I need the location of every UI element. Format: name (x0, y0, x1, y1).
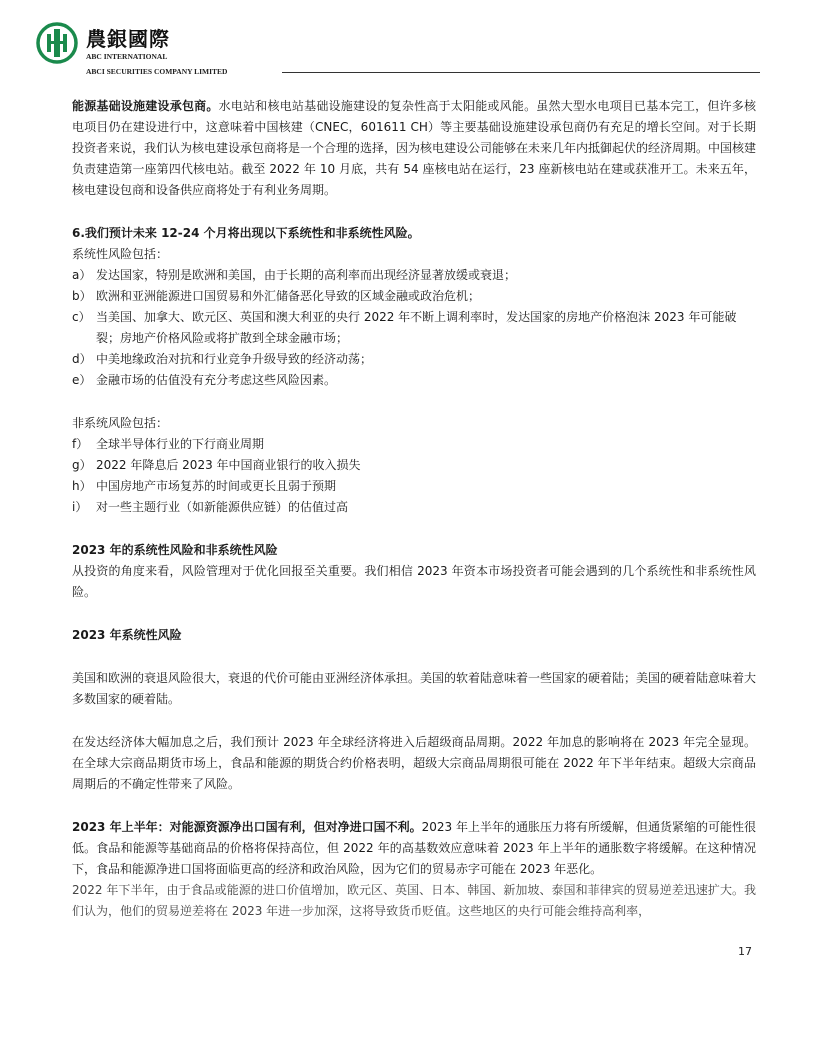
paragraph-2023-risk: 从投资的角度来看，风险管理对于优化回报至关重要。我们相信 2023 年资本市场投资者可能会遇到的几个系统性和非系统性风险。 (72, 564, 756, 599)
list-text: 欧洲和亚洲能源进口国贸易和外汇储备恶化导致的区域金融或政治危机； (96, 289, 481, 303)
list-label: f） (72, 437, 89, 451)
list-text: 中国房地产市场复苏的时间或更长且弱于预期 (96, 479, 337, 493)
section-heading-2023-risk: 2023 年的系统性风险和非系统性风险 (72, 543, 278, 557)
section-heading-2023-systemic: 2023 年系统性风险 (72, 628, 182, 642)
page-number: 17 (738, 945, 752, 958)
list-label: a） (72, 268, 92, 282)
header-divider (282, 72, 760, 73)
list-item (72, 349, 756, 370)
paragraph-first-half-2023 (72, 817, 756, 880)
nonsystemic-risks-intro: 非系统风险包括： (72, 416, 169, 430)
section-heading-risks: 6.我们预计未来 12-24 个月将出现以下系统性和非系统性风险。 (72, 226, 420, 240)
list-label: d） (72, 352, 92, 366)
abc-logo-icon (36, 22, 78, 64)
paragraph-text: 2023 年上半年的通胀压力将有所缓解，但通货紧缩的可能性很低。食品和能源等基础商品的价格将保持高位，但 2022 年的高基数效应意味着 2023 年上半年的通胀数字将缓解。在这种情况下，食品和能源净进口国将面临更高的经济和政治风险，因为它们的贸易赤字可能在 2023 年恶化。 (72, 820, 756, 876)
list-label: e） (72, 373, 92, 387)
paragraph-recession-risk: 美国和欧洲的衰退风险很大，衰退的代价可能由亚洲经济体承担。美国的软着陆意味着一些国家的硬着陆；美国的硬着陆意味着大多数国家的硬着陆。 (72, 671, 757, 706)
paragraph-text: 水电站和核电站基础设施建设的复杂性高于太阳能或风能。虽然大型水电项目已基本完工，但许多核电项目仍在建设进行中，这意味着中国核建（CNEC，601611 CH）等主要基础设施建设承包商仍有充足的增长空间。对于长期投资者来说，我们认为核电建设承包商将是一个合理的选择，因为核电建设公司能够在未来几年内抵御起伏的经济周期。中国核建负责建造第一座第四代核电站。截至 2022 年 10 月底，共有 54 座核电站在运行，23 座新核电站在建或获准开工。未来五年，核电建设包商和设备供应商将处于有利业务周期。 (72, 99, 757, 197)
list-text: 全球半导体行业的下行商业周期 (96, 437, 265, 451)
list-text: 发达国家，特别是欧洲和美国，由于长期的高利率而出现经济显著放缓或衰退； (96, 268, 517, 282)
list-item (72, 497, 756, 518)
list-item (72, 434, 756, 455)
list-item (72, 370, 756, 391)
paragraph-heading: 能源基础设施建设承包商。 (72, 99, 219, 113)
paragraph-infrastructure (72, 96, 756, 201)
list-item (72, 476, 756, 497)
brand-name-english: ABC INTERNATIONAL (86, 52, 168, 61)
list-text: 当美国、加拿大、欧元区、英国和澳大利亚的央行 2022 年不断上调利率时，发达国家的房地产价格泡沫 2023 年可能破裂；房地产价格风险或将扩散到全球金融市场； (96, 310, 737, 345)
list-label: i） (72, 500, 88, 514)
paragraph-trade-deficit: 2022 年下半年，由于食品或能源的进口价值增加，欧元区、英国、日本、韩国、新加坡、泰国和菲律宾的贸易逆差迅速扩大。我们认为，他们的贸易逆差将在 2023 年进一步加深，这将导致货币贬值。这些地区的央行可能会维持高利率， (72, 883, 756, 918)
list-text: 对一些主题行业（如新能源供应链）的估值过高 (96, 500, 349, 514)
list-label: h） (72, 479, 92, 493)
document-body (72, 96, 756, 922)
list-label: b） (72, 289, 92, 303)
list-label: c） (72, 310, 91, 324)
list-item (72, 307, 756, 349)
list-text: 金融市场的估值没有充分考虑这些风险因素。 (96, 373, 337, 387)
list-text: 中美地缘政治对抗和行业竞争升级导致的经济动荡； (96, 352, 373, 366)
brand-company-name: ABCI SECURITIES COMPANY LIMITED (86, 67, 228, 76)
paragraph-commodity-cycle: 在发达经济体大幅加息之后，我们预计 2023 年全球经济将进入后超级商品周期。2022 年加息的影响将在 2023 年完全显现。在全球大宗商品期货市场上，食品和能源的期货合约价格表明，超级大宗商品周期很可能在 2022 年下半年结束。超级大宗商品周期后的不确定性带来了风险。 (72, 735, 756, 791)
document-header (36, 22, 760, 82)
brand-name-chinese: 農銀國際 (86, 27, 170, 51)
systemic-risks-intro: 系统性风险包括： (72, 247, 169, 261)
list-label: g） (72, 458, 92, 472)
paragraph-heading: 2023 年上半年：对能源资源净出口国有利，但对净进口国不利。 (72, 820, 422, 834)
list-item (72, 265, 756, 286)
list-text: 2022 年降息后 2023 年中国商业银行的收入损失 (96, 458, 361, 472)
list-item (72, 455, 756, 476)
list-item (72, 286, 756, 307)
